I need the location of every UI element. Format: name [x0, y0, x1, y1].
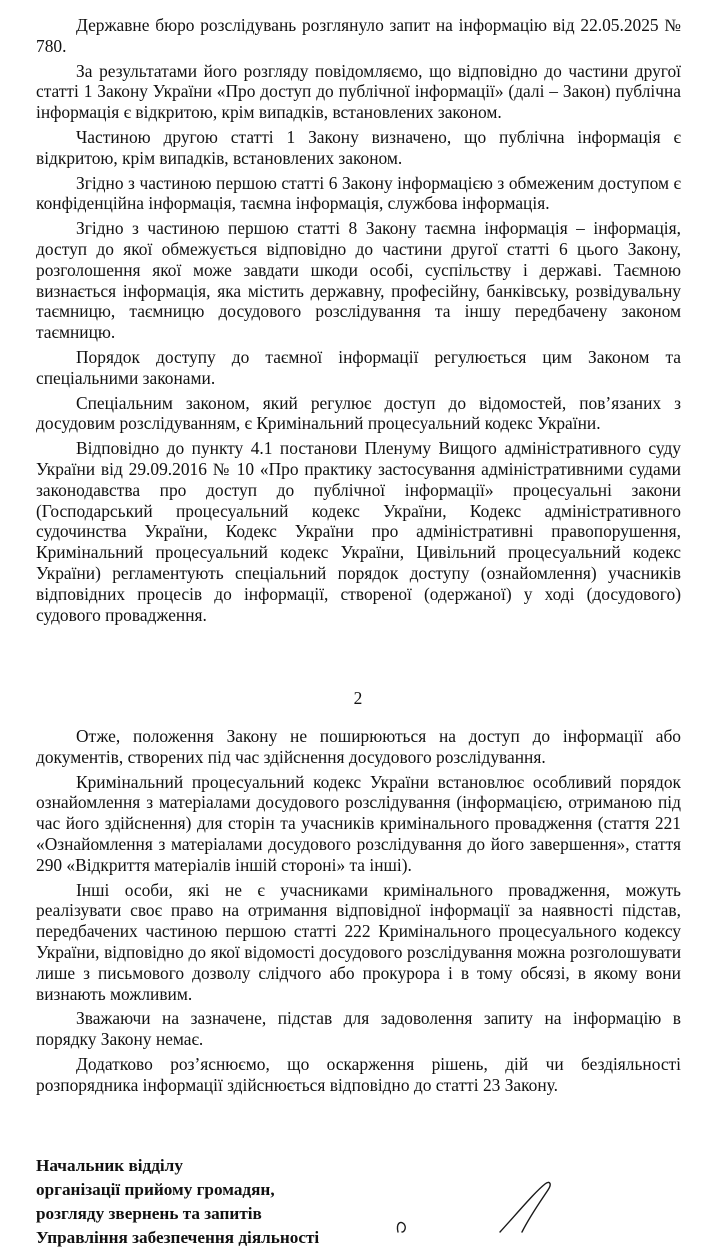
paragraph-2-4: Зважаючи на зазначене, підстав для задоволення запиту на інформацію в порядку Закону немає.: [36, 1008, 681, 1050]
page-2-body: [36, 726, 681, 1100]
signature-block: [36, 1154, 366, 1250]
paragraph-2-2: Кримінальний процесуальний кодекс України встановлює особливий порядок ознайомлення з матеріалами досудового розслідування (інформацією, отриманою під час його здійснення) для сторін та учасників кримінального провадження (стаття 221 «Ознайомлення з матеріалами досудового розслідування до його завершення», стаття 290 «Відкриття матеріалів іншій стороні» та інші).: [36, 771, 681, 875]
paragraph-2-3: Інші особи, які не є учасниками кримінального провадження, можуть реалізувати своє право на отримання відповідної інформації за наявності підстав, передбачених частиною першою статті 222 Кримінального процесуального кодексу України, відповідно до якої відомості досудового розслідування можна розголошувати лише з письмового дозволу слідчого або прокурора і в тому обсязі, в якому вони визнають можливим.: [36, 879, 681, 1004]
paragraph-2-5: Додатково роз’яснюємо, що оскарження рішень, дій чи бездіяльності розпорядника інформації здійснюється відповідно до статті 23 Закону.: [36, 1053, 681, 1095]
paragraph-1-3: Частиною другою статті 1 Закону визначено, що публічна інформація є відкритою, крім випадків, встановлених законом.: [36, 126, 681, 168]
paragraph-1-8: Відповідно до пункту 4.1 постанови Пленуму Вищого адміністративного суду України від 29.09.2016 № 10 «Про практику застосування адміністративними судами законодавства про доступ до публічної інформації» процесуальні закони (Господарський процесуальний кодекс України, Кодекс адміністративного судочинства України, Кодекс України про адміністративні правопорушення, Кримінальний процесуальний кодекс України, Цивільний процесуальний кодекс України) регламентують спеціальний порядок доступу (ознайомлення) учасників відповідних процесів до інформації, створеної (одержаної) у ході (досудового) судового провадження.: [36, 438, 681, 625]
page-number: 2: [353, 688, 363, 708]
paragraph-1-4: Згідно з частиною першою статті 6 Закону інформацією з обмеженим доступом є конфіденційна інформація, таємна інформація, службова інформація.: [36, 172, 681, 214]
paragraph-1-6: Порядок доступу до таємної інформації регулюється цим Законом та спеціальними законами.: [36, 346, 681, 388]
paragraph-1-2: За результатами його розгляду повідомляємо, що відповідно до частини другої статті 1 Закону України «Про доступ до публічної інформації» (далі – Закон) публічна інформація є відкритою, крім випадків, встановлених законом.: [36, 60, 681, 123]
signatory-title-line-2: організації прийому громадян,: [36, 1180, 275, 1199]
paragraph-1-1: Державне бюро розслідувань розглянуло запит на інформацію від 22.05.2025 № 780.: [36, 15, 681, 56]
paragraph-1-5: Згідно з частиною першою статті 8 Закону таємна інформація – інформація, доступ до якої обмежується відповідно до частини другої статті 6 цього Закону, розголошення якої може завдати шкоди особі, суспільству і державі. Таємною визнається інформація, яка містить державну, професійну, банківську, розвідувальну таємницю, таємницю досудового розслідування та іншу передбачену законом таємницю.: [36, 218, 681, 343]
paragraph-1-7: Спеціальним законом, який регулює доступ до відомостей, пов’язаних з досудовим розслідуванням, є Кримінальний процесуальний кодекс України.: [36, 392, 681, 434]
signatory-title-line-1: Начальник відділу: [36, 1156, 183, 1175]
signatory-title-line-3: розгляду звернень та запитів: [36, 1204, 262, 1223]
handwritten-signature-icon: [380, 1180, 570, 1232]
signatory-title-line-4: Управління забезпечення діяльності: [36, 1228, 320, 1247]
page-1-body: [36, 15, 681, 629]
paragraph-2-1: Отже, положення Закону не поширюються на доступ до інформації або документів, створених під час здійснення досудового розслідування.: [36, 726, 681, 767]
